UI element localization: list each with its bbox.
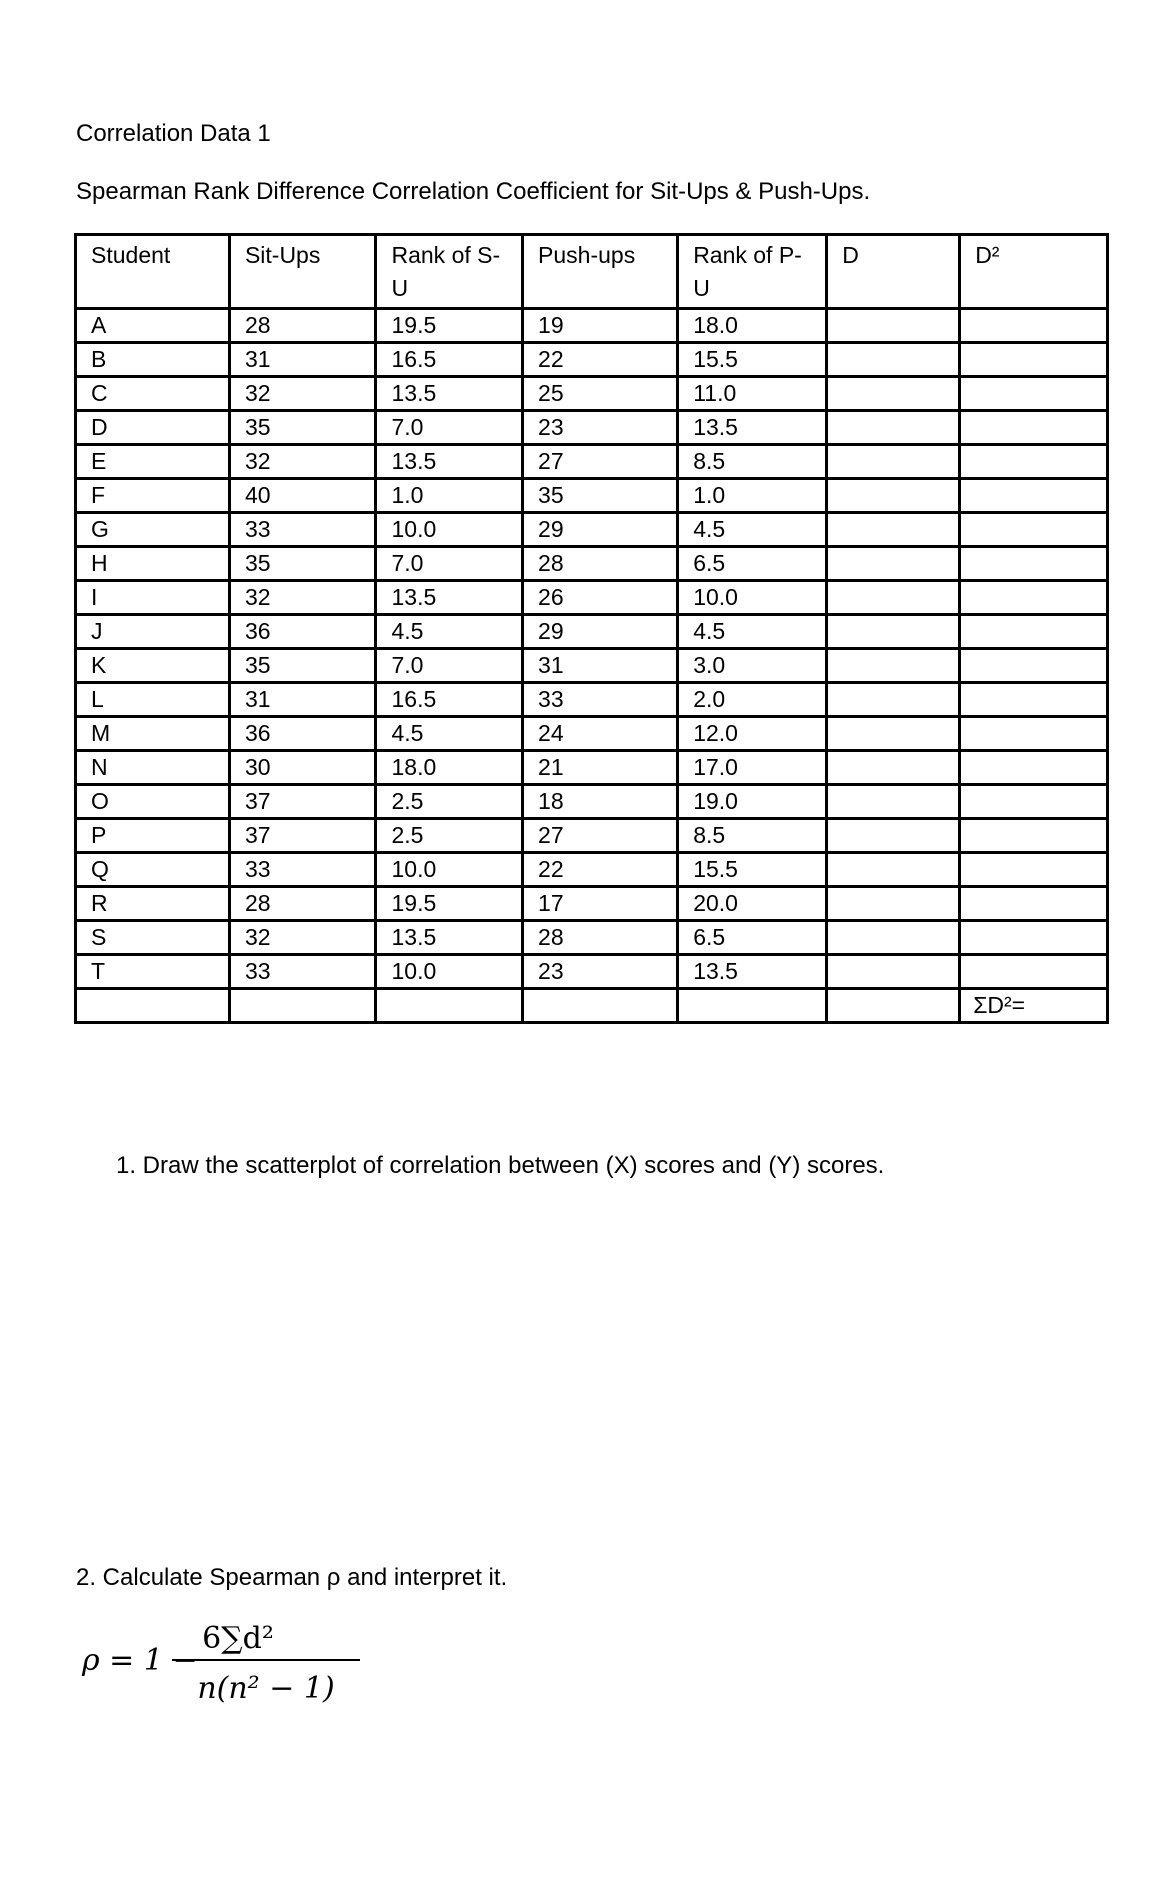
d-cell <box>827 785 960 819</box>
student-cell: R <box>76 887 230 921</box>
d2-cell <box>960 887 1108 921</box>
d-cell <box>827 343 960 377</box>
rank-pu-cell: 6.5 <box>678 547 827 581</box>
pushups-cell: 27 <box>523 445 678 479</box>
table-row <box>76 819 1108 853</box>
rank-su-cell: 19.5 <box>376 309 523 343</box>
document-title: Correlation Data 1 <box>76 120 271 147</box>
empty-total-cell <box>678 989 827 1023</box>
rank-pu-cell: 18.0 <box>678 309 827 343</box>
document-subtitle: Spearman Rank Difference Correlation Coefficient for Sit-Ups & Push-Ups. <box>76 178 871 205</box>
pushups-cell: 23 <box>523 955 678 989</box>
table-row <box>76 479 1108 513</box>
situps-cell: 28 <box>229 887 376 921</box>
rank-su-cell: 13.5 <box>376 445 523 479</box>
rank-pu-cell: 8.5 <box>678 819 827 853</box>
student-cell: M <box>76 717 230 751</box>
header-rank-su: Rank of S-U <box>376 235 523 309</box>
empty-total-cell <box>376 989 523 1023</box>
table-row <box>76 717 1108 751</box>
situps-cell: 28 <box>229 309 376 343</box>
d2-cell <box>960 615 1108 649</box>
table-row <box>76 513 1108 547</box>
empty-total-cell <box>523 989 678 1023</box>
d2-cell <box>960 683 1108 717</box>
d2-cell <box>960 479 1108 513</box>
header-student: Student <box>76 235 230 309</box>
rank-su-cell: 16.5 <box>376 343 523 377</box>
header-situps: Sit-Ups <box>229 235 376 309</box>
table-row <box>76 377 1108 411</box>
pushups-cell: 23 <box>523 411 678 445</box>
pushups-cell: 26 <box>523 581 678 615</box>
d-cell <box>827 887 960 921</box>
situps-cell: 33 <box>229 513 376 547</box>
situps-cell: 33 <box>229 955 376 989</box>
situps-cell: 36 <box>229 615 376 649</box>
rank-pu-cell: 1.0 <box>678 479 827 513</box>
student-cell: T <box>76 955 230 989</box>
rank-su-cell: 10.0 <box>376 955 523 989</box>
table-row <box>76 445 1108 479</box>
table-row <box>76 683 1108 717</box>
pushups-cell: 28 <box>523 547 678 581</box>
table-row <box>76 751 1108 785</box>
rank-pu-cell: 11.0 <box>678 377 827 411</box>
header-d: D <box>827 235 960 309</box>
table-row <box>76 547 1108 581</box>
table-row <box>76 955 1108 989</box>
rank-pu-cell: 13.5 <box>678 955 827 989</box>
data-table <box>74 233 1109 1024</box>
d2-cell <box>960 547 1108 581</box>
header-rank-pu: Rank of P-U <box>678 235 827 309</box>
rank-su-cell: 10.0 <box>376 853 523 887</box>
rank-su-cell: 13.5 <box>376 581 523 615</box>
pushups-cell: 29 <box>523 513 678 547</box>
d2-cell <box>960 411 1108 445</box>
rank-pu-cell: 4.5 <box>678 513 827 547</box>
d2-cell <box>960 649 1108 683</box>
d2-cell <box>960 513 1108 547</box>
situps-cell: 30 <box>229 751 376 785</box>
spearman-formula <box>80 1612 380 1712</box>
pushups-cell: 25 <box>523 377 678 411</box>
d-cell <box>827 547 960 581</box>
question-2: 2. Calculate Spearman ρ and interpret it. <box>76 1564 508 1591</box>
situps-cell: 35 <box>229 411 376 445</box>
empty-total-cell <box>76 989 230 1023</box>
rank-su-cell: 4.5 <box>376 615 523 649</box>
rank-su-cell: 16.5 <box>376 683 523 717</box>
pushups-cell: 17 <box>523 887 678 921</box>
rank-pu-cell: 15.5 <box>678 853 827 887</box>
situps-cell: 33 <box>229 853 376 887</box>
rank-su-cell: 7.0 <box>376 411 523 445</box>
header-d2: D² <box>960 235 1108 309</box>
d-cell <box>827 819 960 853</box>
table-header-row <box>76 235 1108 309</box>
d2-cell <box>960 785 1108 819</box>
situps-cell: 32 <box>229 581 376 615</box>
rank-pu-cell: 3.0 <box>678 649 827 683</box>
student-cell: N <box>76 751 230 785</box>
d2-cell <box>960 955 1108 989</box>
rank-su-cell: 10.0 <box>376 513 523 547</box>
header-pushups: Push-ups <box>523 235 678 309</box>
situps-cell: 32 <box>229 445 376 479</box>
d2-cell <box>960 853 1108 887</box>
d-cell <box>827 581 960 615</box>
d-cell <box>827 955 960 989</box>
d-cell <box>827 649 960 683</box>
d2-cell <box>960 921 1108 955</box>
d-cell <box>827 921 960 955</box>
pushups-cell: 33 <box>523 683 678 717</box>
pushups-cell: 21 <box>523 751 678 785</box>
student-cell: J <box>76 615 230 649</box>
d2-cell <box>960 717 1108 751</box>
student-cell: K <box>76 649 230 683</box>
table-row <box>76 343 1108 377</box>
pushups-cell: 24 <box>523 717 678 751</box>
table-row <box>76 853 1108 887</box>
table-row <box>76 411 1108 445</box>
student-cell: P <box>76 819 230 853</box>
pushups-cell: 18 <box>523 785 678 819</box>
empty-total-cell <box>229 989 376 1023</box>
rank-su-cell: 2.5 <box>376 819 523 853</box>
question-1: 1. Draw the scatterplot of correlation between (X) scores and (Y) scores. <box>116 1152 885 1179</box>
d2-cell <box>960 581 1108 615</box>
student-cell: E <box>76 445 230 479</box>
d2-cell <box>960 751 1108 785</box>
student-cell: D <box>76 411 230 445</box>
student-cell: I <box>76 581 230 615</box>
pushups-cell: 19 <box>523 309 678 343</box>
rank-pu-cell: 4.5 <box>678 615 827 649</box>
student-cell: L <box>76 683 230 717</box>
rank-pu-cell: 10.0 <box>678 581 827 615</box>
student-cell: F <box>76 479 230 513</box>
rank-su-cell: 4.5 <box>376 717 523 751</box>
rank-pu-cell: 6.5 <box>678 921 827 955</box>
rank-pu-cell: 2.0 <box>678 683 827 717</box>
rank-pu-cell: 19.0 <box>678 785 827 819</box>
student-cell: G <box>76 513 230 547</box>
d-cell <box>827 615 960 649</box>
d-cell <box>827 717 960 751</box>
table-row <box>76 309 1108 343</box>
pushups-cell: 22 <box>523 853 678 887</box>
pushups-cell: 27 <box>523 819 678 853</box>
formula-numerator: 6∑d² <box>202 1621 274 1656</box>
situps-cell: 35 <box>229 547 376 581</box>
student-cell: B <box>76 343 230 377</box>
rank-su-cell: 2.5 <box>376 785 523 819</box>
empty-total-cell <box>827 989 960 1023</box>
rank-su-cell: 18.0 <box>376 751 523 785</box>
table-total-row <box>76 989 1108 1023</box>
situps-cell: 31 <box>229 343 376 377</box>
situps-cell: 37 <box>229 785 376 819</box>
d-cell <box>827 309 960 343</box>
student-cell: H <box>76 547 230 581</box>
situps-cell: 32 <box>229 377 376 411</box>
d-cell <box>827 411 960 445</box>
table-row <box>76 887 1108 921</box>
student-cell: A <box>76 309 230 343</box>
student-cell: Q <box>76 853 230 887</box>
rank-su-cell: 19.5 <box>376 887 523 921</box>
formula-denominator: n(n² − 1) <box>197 1671 335 1706</box>
d2-cell <box>960 819 1108 853</box>
d2-cell <box>960 343 1108 377</box>
rank-pu-cell: 15.5 <box>678 343 827 377</box>
situps-cell: 37 <box>229 819 376 853</box>
situps-cell: 40 <box>229 479 376 513</box>
pushups-cell: 35 <box>523 479 678 513</box>
situps-cell: 32 <box>229 921 376 955</box>
pushups-cell: 28 <box>523 921 678 955</box>
table-row <box>76 785 1108 819</box>
d-cell <box>827 513 960 547</box>
table-row <box>76 921 1108 955</box>
rank-su-cell: 13.5 <box>376 921 523 955</box>
d2-cell <box>960 377 1108 411</box>
d-cell <box>827 853 960 887</box>
rank-pu-cell: 17.0 <box>678 751 827 785</box>
pushups-cell: 31 <box>523 649 678 683</box>
rank-pu-cell: 13.5 <box>678 411 827 445</box>
rank-su-cell: 13.5 <box>376 377 523 411</box>
sum-d2-cell: ΣD²= <box>960 989 1108 1023</box>
student-cell: C <box>76 377 230 411</box>
situps-cell: 31 <box>229 683 376 717</box>
rank-su-cell: 1.0 <box>376 479 523 513</box>
rank-pu-cell: 20.0 <box>678 887 827 921</box>
formula-lhs: ρ = 1 − <box>82 1643 198 1678</box>
pushups-cell: 29 <box>523 615 678 649</box>
table-row <box>76 615 1108 649</box>
d2-cell <box>960 309 1108 343</box>
d-cell <box>827 479 960 513</box>
d-cell <box>827 377 960 411</box>
table-row <box>76 649 1108 683</box>
situps-cell: 35 <box>229 649 376 683</box>
rank-pu-cell: 12.0 <box>678 717 827 751</box>
d-cell <box>827 445 960 479</box>
table-row <box>76 581 1108 615</box>
rank-su-cell: 7.0 <box>376 547 523 581</box>
d2-cell <box>960 445 1108 479</box>
d-cell <box>827 751 960 785</box>
rank-su-cell: 7.0 <box>376 649 523 683</box>
d-cell <box>827 683 960 717</box>
student-cell: O <box>76 785 230 819</box>
situps-cell: 36 <box>229 717 376 751</box>
pushups-cell: 22 <box>523 343 678 377</box>
rank-pu-cell: 8.5 <box>678 445 827 479</box>
student-cell: S <box>76 921 230 955</box>
